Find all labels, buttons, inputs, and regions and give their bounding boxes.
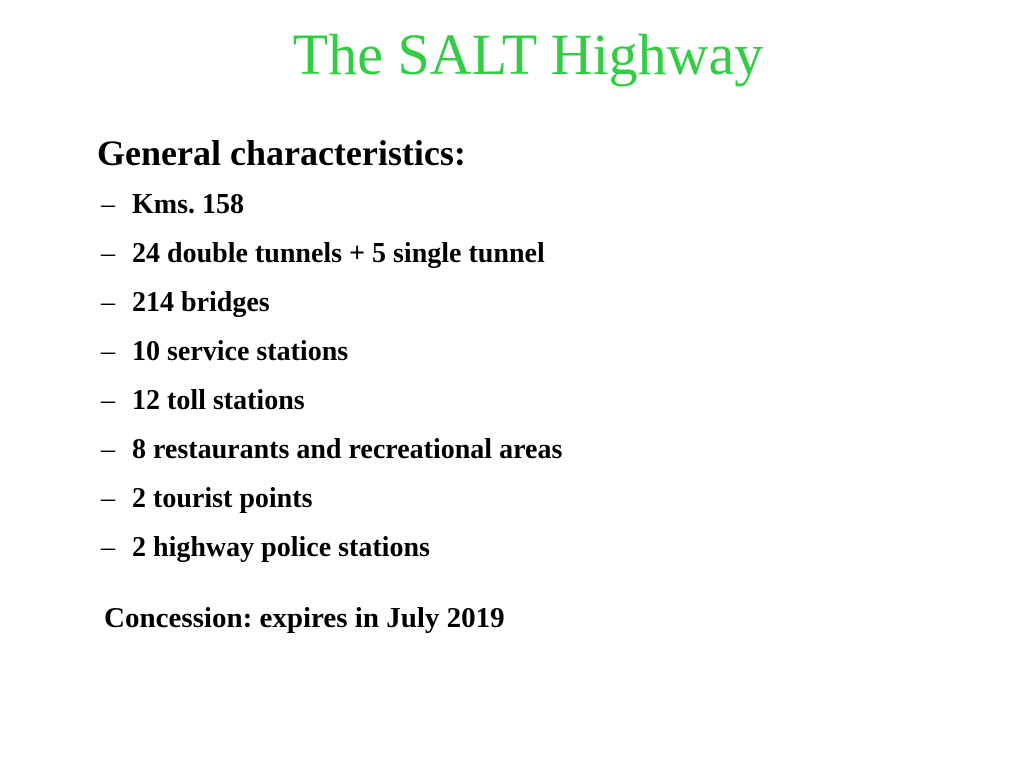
bullet-dash: –: [101, 189, 115, 220]
list-item: [101, 482, 562, 531]
bullet-dash: –: [101, 336, 115, 367]
list-item: [101, 188, 562, 237]
list-item-text: 10 service stations: [132, 336, 349, 367]
list-item-text: 24 double tunnels + 5 single tunnel: [132, 238, 545, 269]
list-item: [101, 335, 562, 384]
list-item: [101, 237, 562, 286]
bullet-dash: –: [101, 532, 115, 563]
list-item: [101, 286, 562, 335]
list-item: [101, 531, 562, 580]
list-item-text: 2 highway police stations: [132, 532, 430, 563]
bullet-dash: –: [101, 483, 115, 514]
list-item: [101, 384, 562, 433]
list-item-text: Kms. 158: [132, 189, 244, 220]
concession-note: Concession: expires in July 2019: [104, 602, 505, 634]
list-item-text: 2 tourist points: [132, 483, 313, 514]
list-item-text: 12 toll stations: [132, 385, 305, 416]
section-heading: General characteristics:: [97, 133, 466, 173]
list-item-text: 214 bridges: [132, 287, 270, 318]
list-item-text: 8 restaurants and recreational areas: [132, 434, 563, 465]
slide-title: The SALT Highway: [292, 22, 764, 87]
bullet-dash: –: [101, 385, 115, 416]
bullet-dash: –: [101, 238, 115, 269]
characteristics-list: [101, 188, 562, 580]
bullet-dash: –: [101, 434, 115, 465]
list-item: [101, 433, 562, 482]
bullet-dash: –: [101, 287, 115, 318]
